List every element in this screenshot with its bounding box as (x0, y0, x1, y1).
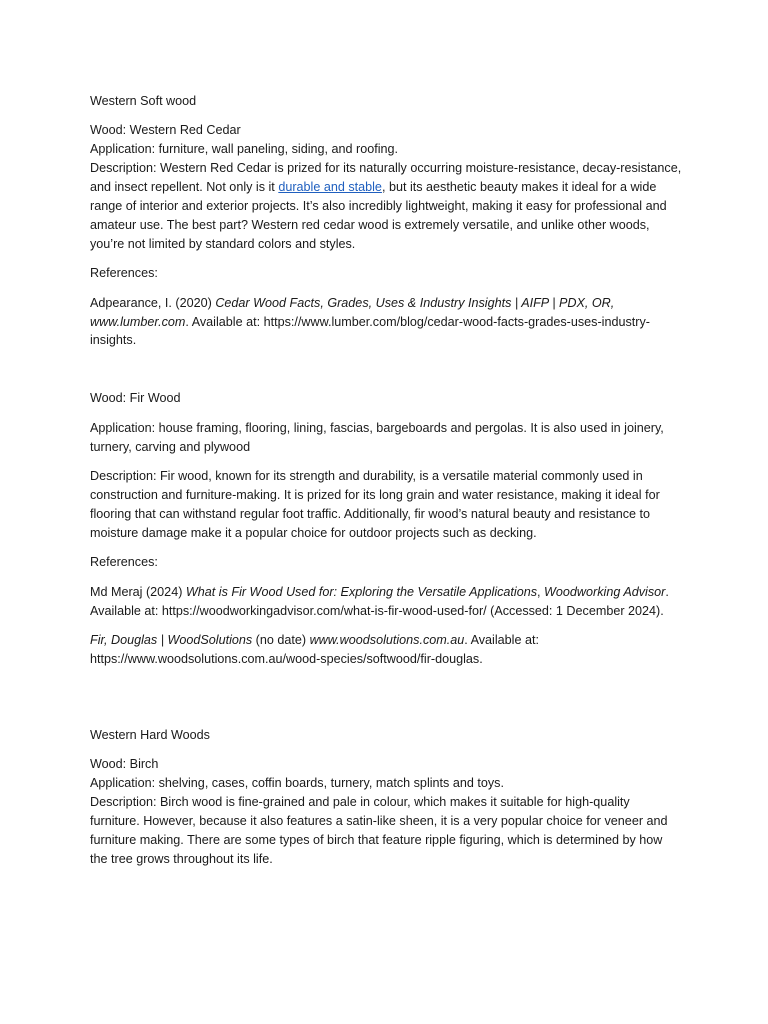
cedar-ref1-author: Adpearance, I. (2020) (90, 295, 216, 310)
cedar-wood-line: Wood: Western Red Cedar (90, 123, 241, 138)
fir-reference-1 (90, 583, 682, 621)
fir-ref2-site: www.woodsolutions.com.au (309, 632, 465, 647)
birch-block (90, 755, 682, 868)
section-heading-soft-wood: Western Soft wood (90, 94, 197, 108)
fir-ref1-title: What is Fir Wood Used for: Exploring the Versatile Applications (185, 584, 538, 599)
cedar-description-text-2: , but its aesthetic beauty makes it ideal for a wide range of interior and exterior projects. It’s also incredibly lightweight, making it easy for professional and amateur use. The best part? Western red cedar wood is extremely versatile, and unlike other woods, you’re not limited by standard colors and styles. (90, 180, 667, 251)
fir-application-line: Application: house framing, flooring, lining, fascias, bargeboards and pergolas. It is also used in joinery, turnery, carving and plywood (90, 420, 664, 454)
fir-references-label: References: (90, 555, 158, 570)
cedar-ref1-rest: . Available at: https://www.lumber.com/blog/cedar-wood-facts-grades-uses-industry-insights. (90, 314, 650, 348)
fir-reference-2 (90, 631, 682, 669)
cedar-description (90, 159, 682, 254)
fir-ref2-title: Fir, Douglas | WoodSolutions (90, 632, 253, 647)
fir-wood-line: Wood: Fir Wood (90, 391, 181, 406)
cedar-application-line: Application: furniture, wall paneling, siding, and roofing. (90, 142, 399, 157)
fir-ref1-rest: . Available at: https://woodworkingadvisor.com/what-is-fir-wood-used-for/ (Accessed: 1 December 2024). (90, 584, 669, 618)
section-heading-hard-woods: Western Hard Woods (90, 727, 210, 742)
fir-ref1-author: Md Meraj (2024) (90, 584, 186, 599)
fir-ref2-rest: . Available at: https://www.woodsolutions.com.au/wood-species/softwood/fir-douglas. (90, 632, 539, 666)
durable-and-stable-link[interactable]: durable and stable (278, 180, 382, 195)
birch-description: Description: Birch wood is fine-grained and pale in colour, which makes it suitable for high-quality furniture. However, because it also features a satin-like sheen, it is a very popular choice for veneer and furniture making. There are some types of birch that feature ripple figuring, which is determined by how the tree grows throughout its life. (90, 794, 668, 866)
cedar-references-label: References: (90, 266, 158, 281)
cedar-ref1-title: Cedar Wood Facts, Grades, Uses & Industry Insights | AIFP | PDX, OR, www.lumber.com (90, 295, 615, 329)
fir-description: Description: Fir wood, known for its strength and durability, is a versatile material commonly used in construction and furniture-making. It is prized for its long grain and water resistance, making it ideal for flooring that can withstand regular foot traffic. Additionally, fir wood’s natural beauty and resistance to moisture damage make it a popular choice for outdoor projects such as decking. (90, 469, 660, 540)
birch-application-line: Application: shelving, cases, coffin boards, turnery, match splints and toys. (90, 776, 504, 791)
cedar-reference-1 (90, 294, 682, 351)
birch-wood-line: Wood: Birch (90, 757, 159, 772)
document-page (90, 92, 682, 869)
cedar-block (90, 121, 682, 253)
fir-ref1-site: Woodworking Advisor (544, 584, 666, 599)
fir-ref1-sep: , (537, 584, 545, 599)
cedar-description-text-1: Description: Western Red Cedar is prized for its naturally occurring moisture-resistance, decay-resistance, and insect repellent. Not only is it (90, 161, 682, 195)
fir-ref2-date: (no date) (252, 632, 310, 647)
